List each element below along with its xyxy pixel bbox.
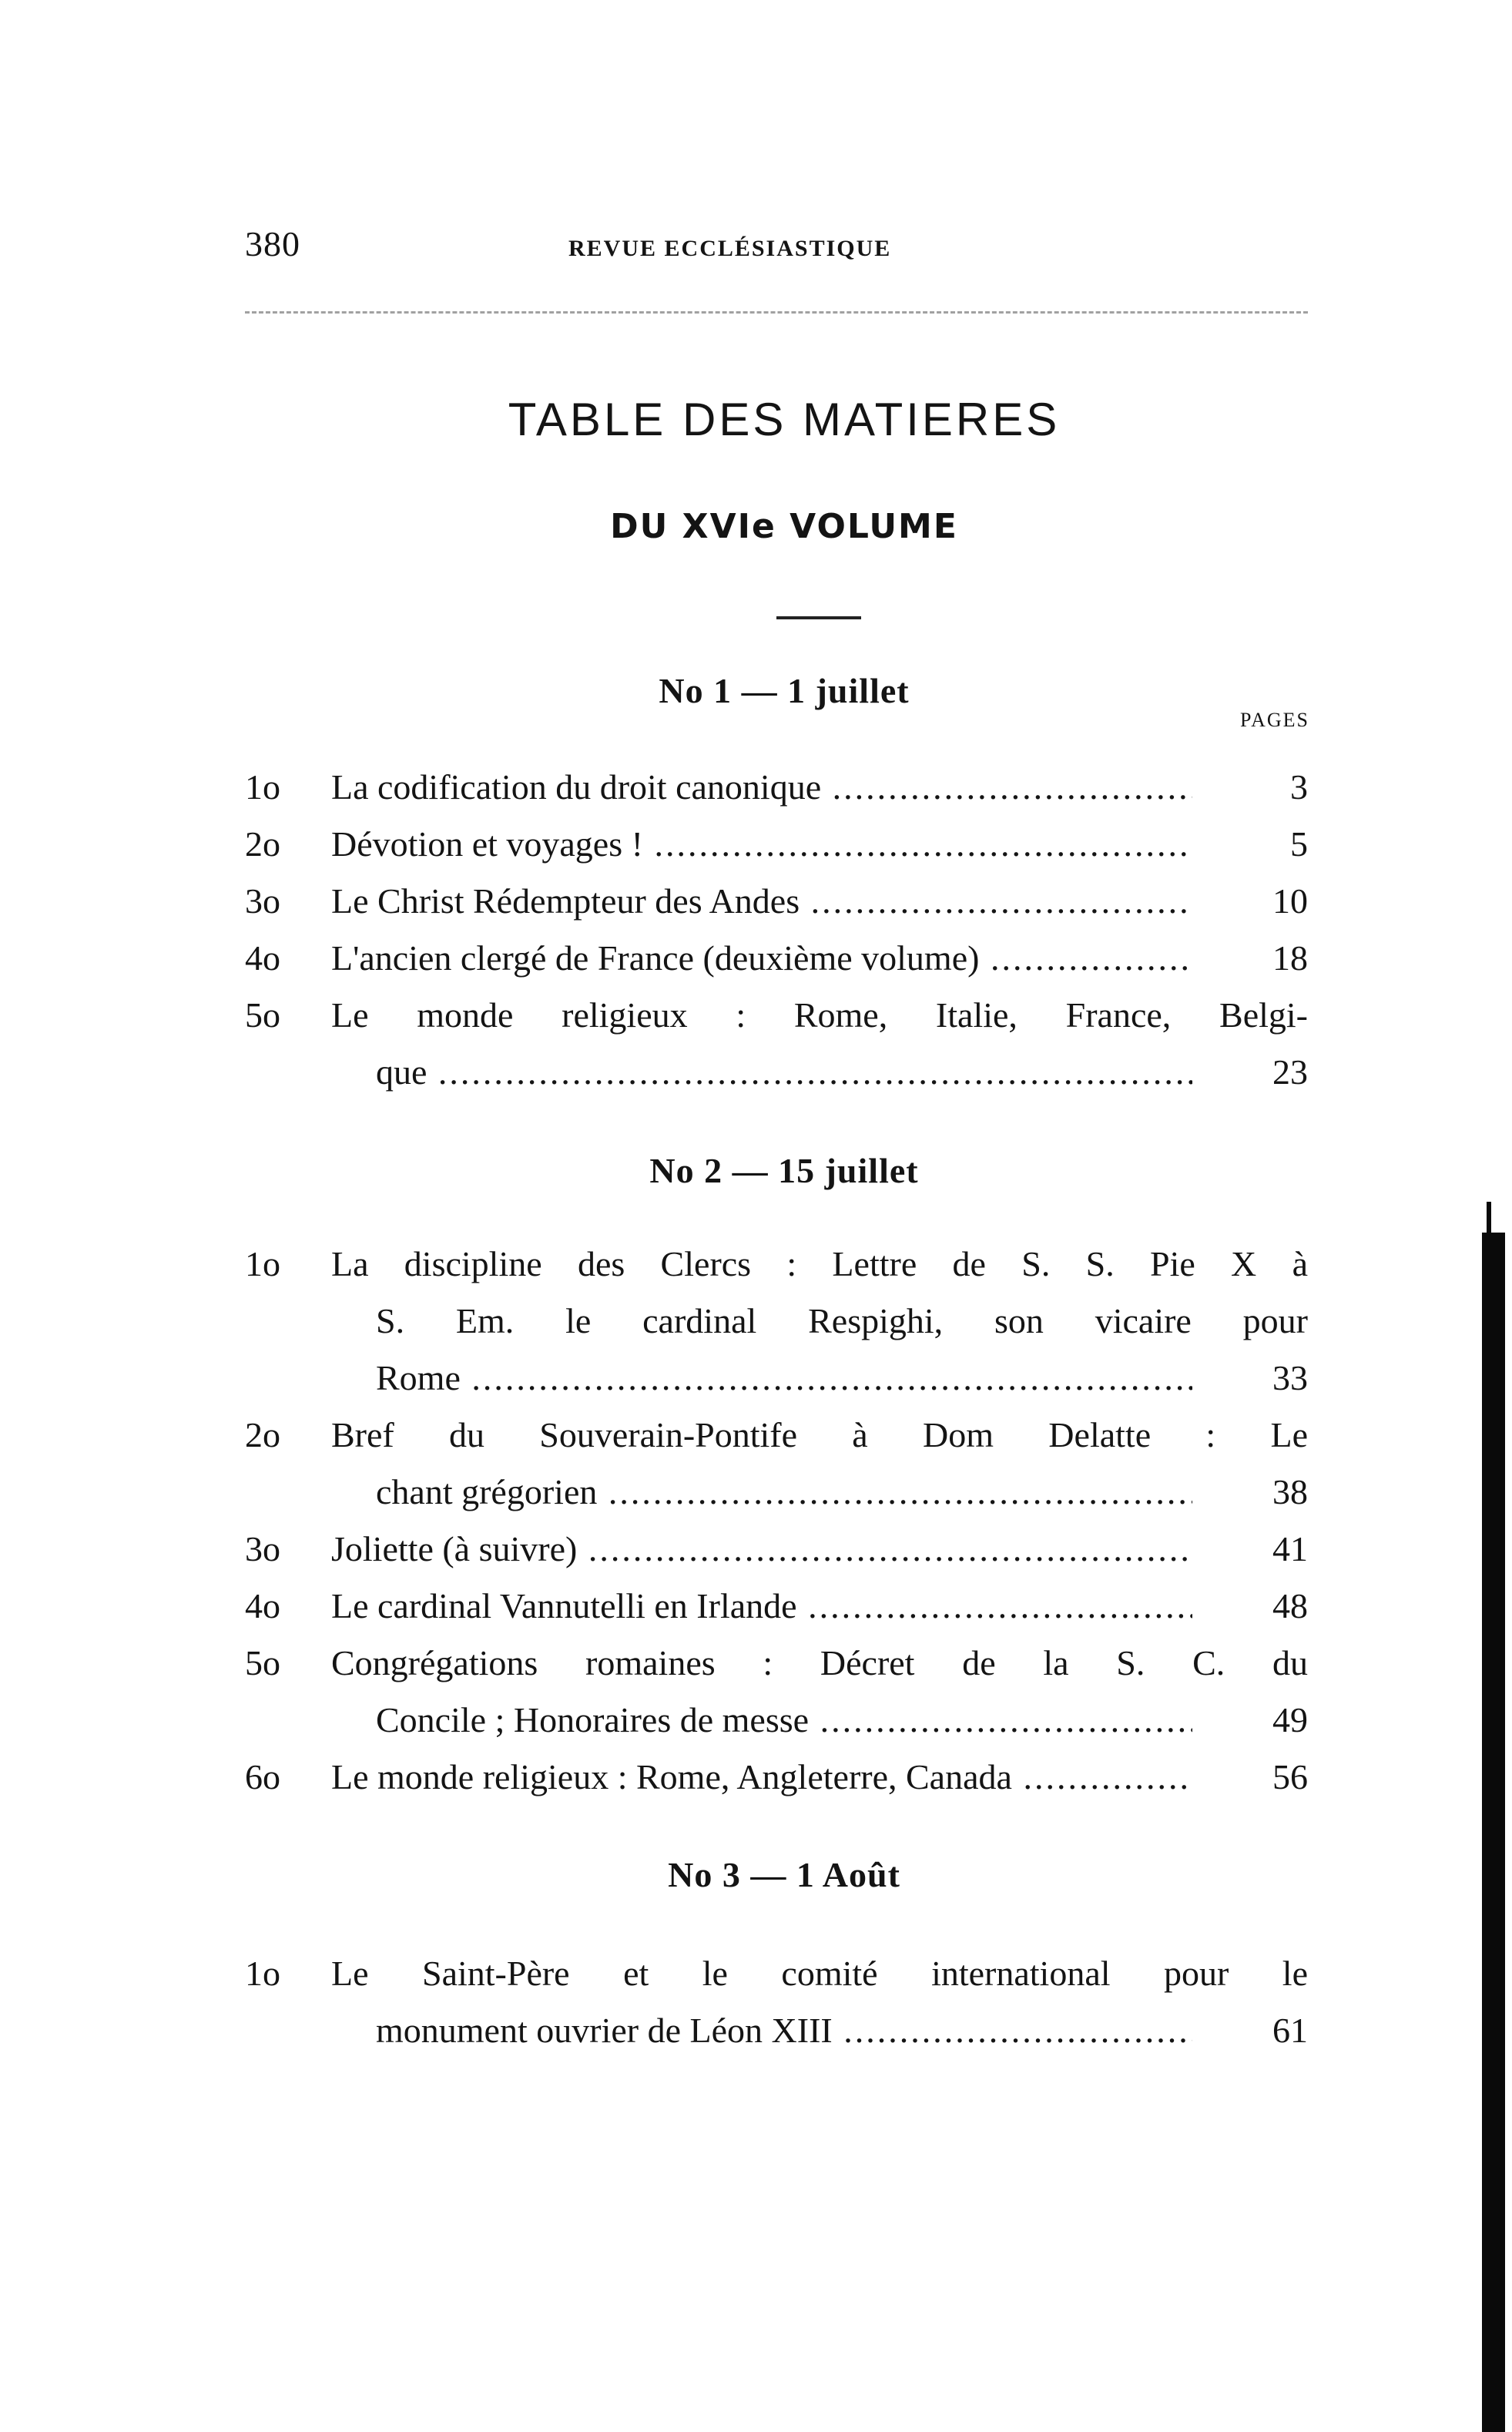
toc-entry bbox=[245, 1945, 1308, 2059]
entry-title-line: La codification du droit canonique ..... bbox=[331, 759, 1192, 816]
entry-title-line: Rome ..... bbox=[376, 1350, 1192, 1407]
entry-page: 5 bbox=[1290, 824, 1308, 864]
entry-number: 4o bbox=[245, 1586, 280, 1625]
entry-title-line: Concile ; Honoraires de messe ..... bbox=[376, 1692, 1192, 1749]
entry-number: 6o bbox=[245, 1757, 280, 1796]
entry-page: 38 bbox=[1272, 1472, 1308, 1511]
toc-entry bbox=[245, 1236, 1308, 1407]
entry-title-line: Dévotion et voyages ! ..... bbox=[331, 816, 1192, 873]
journal-name: REVUE ECCLÉSIASTIQUE bbox=[568, 236, 892, 261]
entry-page: 41 bbox=[1272, 1529, 1308, 1568]
entry-number: 1o bbox=[245, 767, 280, 807]
entry-title-line: Le Christ Rédempteur des Andes ..... bbox=[331, 873, 1192, 930]
entry-title-line: Congrégations romaines : Décret de la S. C. du bbox=[331, 1643, 1308, 1682]
entry-number: 2o bbox=[245, 1415, 280, 1454]
page-number: 380 bbox=[245, 224, 300, 263]
header-rule bbox=[245, 311, 1308, 314]
toc-entry bbox=[245, 759, 1308, 816]
entry-page: 61 bbox=[1272, 2011, 1308, 2050]
entry-title-line: L'ancien clergé de France (deuxième volume) ..... bbox=[331, 930, 1192, 987]
toc-entry bbox=[245, 1749, 1308, 1806]
page-edge-shadow bbox=[1482, 1233, 1505, 2432]
entry-title-line: que ..... bbox=[376, 1044, 1192, 1101]
entry-page: 48 bbox=[1272, 1586, 1308, 1625]
entry-page: 49 bbox=[1272, 1700, 1308, 1739]
entry-title-line: Le monde religieux : Rome, Angleterre, Canada ..... bbox=[331, 1749, 1192, 1806]
entry-number: 5o bbox=[245, 995, 280, 1035]
entry-title-line: Bref du Souverain-Pontife à Dom Delatte : Le bbox=[331, 1415, 1308, 1454]
entry-number: 5o bbox=[245, 1643, 280, 1682]
entry-number: 4o bbox=[245, 938, 280, 978]
toc-entry bbox=[245, 1635, 1308, 1749]
entry-page: 56 bbox=[1272, 1757, 1308, 1796]
entry-page: 33 bbox=[1272, 1358, 1308, 1397]
entry-page: 10 bbox=[1272, 881, 1308, 921]
toc-entry bbox=[245, 987, 1308, 1101]
entry-title-line: S. Em. le cardinal Respighi, son vicaire pour bbox=[376, 1301, 1308, 1340]
entry-page: 18 bbox=[1272, 938, 1308, 978]
entry-number: 3o bbox=[245, 881, 280, 921]
entry-title-line: Le cardinal Vannutelli en Irlande ..... bbox=[331, 1578, 1192, 1635]
entry-title-line: La discipline des Clercs : Lettre de S. S. Pie X à bbox=[331, 1244, 1308, 1283]
page-subtitle: DU XVIe VOLUME bbox=[610, 507, 958, 546]
title-divider bbox=[776, 616, 861, 619]
entry-number: 1o bbox=[245, 1954, 280, 1993]
toc-entry bbox=[245, 1407, 1308, 1521]
entry-number: 1o bbox=[245, 1244, 280, 1283]
page-title: TABLE DES MATIERES bbox=[508, 394, 1061, 445]
toc-entry bbox=[245, 873, 1308, 930]
entry-title-line: monument ouvrier de Léon XIII ..... bbox=[376, 2002, 1192, 2059]
entry-title-line: chant grégorien ..... bbox=[376, 1464, 1192, 1521]
toc-entry bbox=[245, 930, 1308, 987]
pages-column-label: PAGES bbox=[1240, 709, 1309, 731]
entry-number: 3o bbox=[245, 1529, 280, 1568]
entry-number: 2o bbox=[245, 824, 280, 864]
running-head bbox=[245, 223, 1308, 270]
entry-page: 23 bbox=[1272, 1052, 1308, 1092]
section-heading: No 3 — 1 Août bbox=[668, 1855, 900, 1894]
toc-entry bbox=[245, 1521, 1308, 1578]
section-heading: No 1 — 1 juillet bbox=[659, 671, 910, 710]
section-heading: No 2 — 15 juillet bbox=[649, 1151, 919, 1190]
entry-title-line: Le Saint-Père et le comité international pour le bbox=[331, 1954, 1308, 1993]
toc-entry bbox=[245, 816, 1308, 873]
entry-title-line: Le monde religieux : Rome, Italie, France, Belgi- bbox=[331, 995, 1308, 1035]
toc-entry bbox=[245, 1578, 1308, 1635]
entry-page: 3 bbox=[1290, 767, 1308, 807]
entry-title-line: Joliette (à suivre) ..... bbox=[331, 1521, 1192, 1578]
